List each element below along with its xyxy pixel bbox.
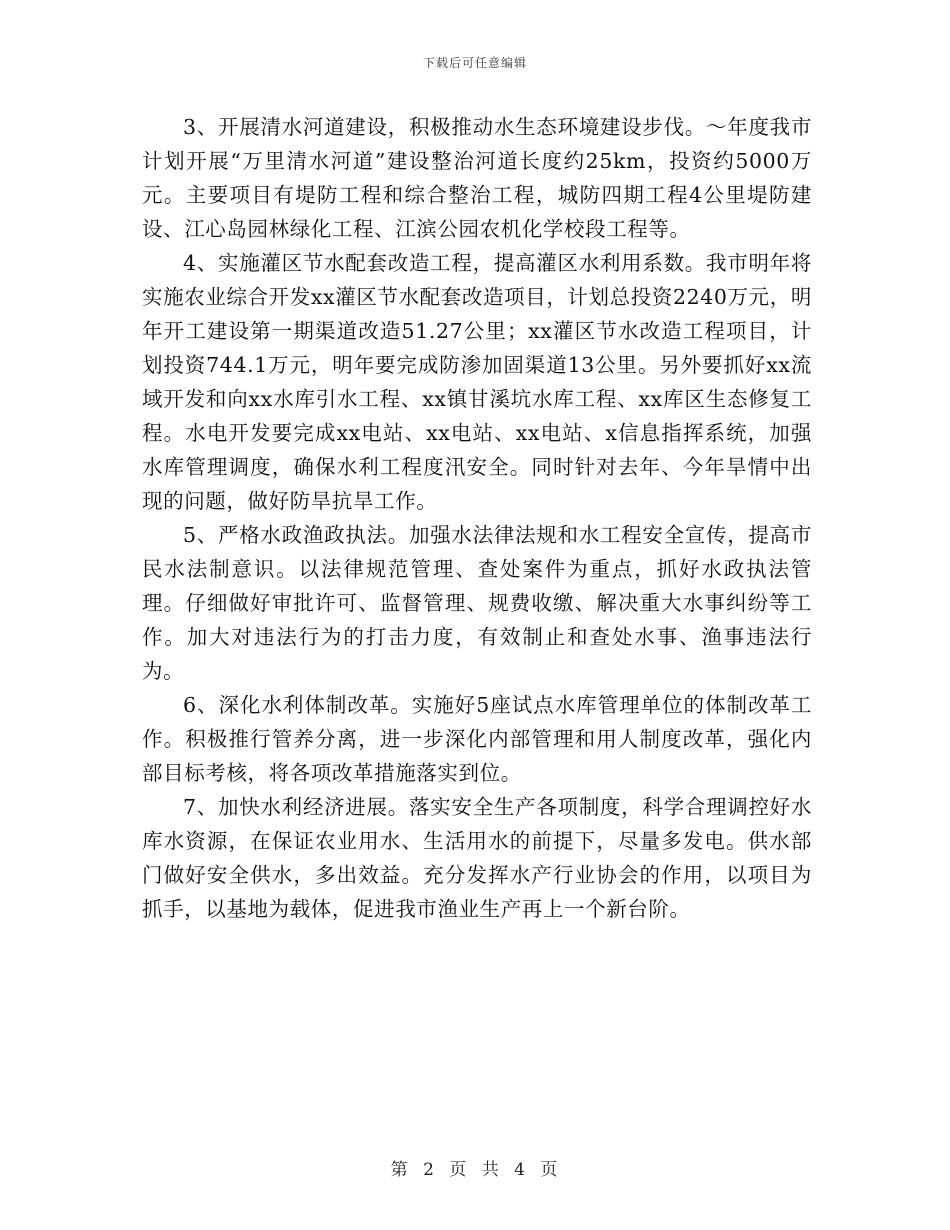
document-body <box>142 110 812 926</box>
paragraph-5: 5、严格水政渔政执法。加强水法律法规和水工程安全宣传，提高市民水法制意识。以法律规范管理、查处案件为重点，抓好水政执法管理。仔细做好审批许可、监督管理、规费收缴、解决重大水事纠纷等工作。加大对违法行为的打击力度，有效制止和查处水事、渔事违法行为。 <box>142 523 812 683</box>
page-header: 下载后可任意编辑 <box>422 56 527 70</box>
paragraph-4: 4、实施灌区节水配套改造工程，提高灌区水利用系数。我市明年将实施农业综合开发xx灌区节水配套改造项目，计划总投资2240万元，明年开工建设第一期渠道改造51.27公里；xx灌区节水改造工程项目，计划投资744.1万元，明年要完成防渗加固渠道13公里。另外要抓好xx流域开发和向xx水库引水工程、xx镇甘溪坑水库工程、xx库区生态修复工程。水电开发要完成xx电站、xx电站、xx电站、x信息指挥系统，加强水库管理调度，确保水利工程度汛安全。同时针对去年、今年旱情中出现的问题，做好防旱抗旱工作。 <box>142 251 812 513</box>
paragraph-7: 7、加快水利经济进展。落实安全生产各项制度，科学合理调控好水库水资源，在保证农业用水、生活用水的前提下，尽量多发电。供水部门做好安全供水，多出效益。充分发挥水产行业协会的作用，以项目为抓手，以基地为载体，促进我市渔业生产再上一个新台阶。 <box>142 795 812 921</box>
paragraph-6: 6、深化水利体制改革。实施好5座试点水库管理单位的体制改革工作。积极推行管养分离，进一步深化内部管理和用人制度改革，强化内部目标考核，将各项改革措施落实到位。 <box>142 693 812 785</box>
page-footer: 第 2 页 共 4 页 <box>390 1160 560 1180</box>
paragraph-3: 3、开展清水河道建设，积极推动水生态环境建设步伐。～年度我市计划开展“万里清水河道”建设整治河道长度约25km，投资约5000万元。主要项目有堤防工程和综合整治工程，城防四期工程4公里堤防建设、江心岛园林绿化工程、江滨公园农机化学校段工程等。 <box>142 115 812 241</box>
